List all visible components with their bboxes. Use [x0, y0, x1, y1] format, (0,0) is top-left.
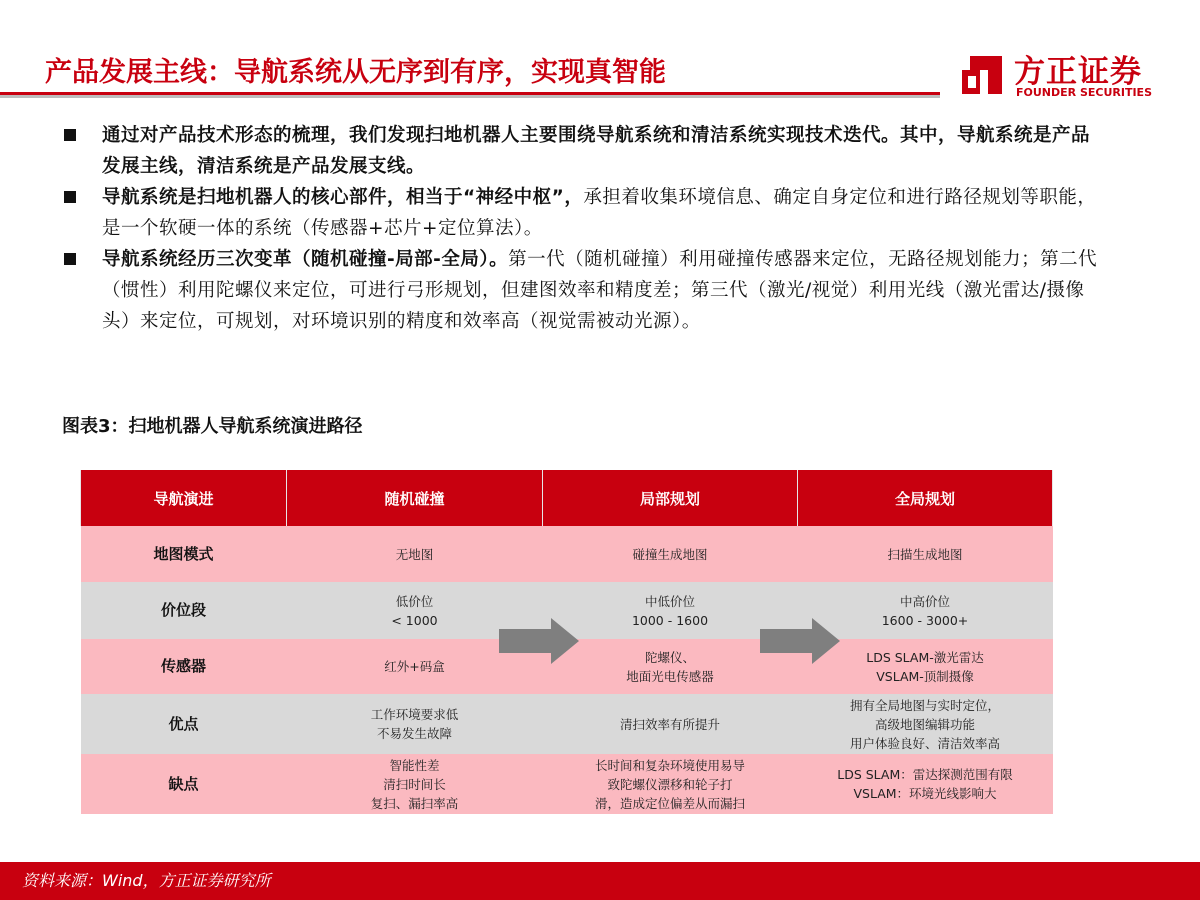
cell-line: 清扫时间长 [383, 776, 446, 792]
table-row [81, 526, 1053, 582]
cell-line: 智能性差 [389, 757, 440, 773]
bullet-item [60, 244, 1105, 337]
row-header-cell: 缺点 [81, 754, 287, 814]
bullet-bold-text: 导航系统经历三次变革（随机碰撞-局部-全局）。 [102, 249, 509, 270]
table-cell [543, 694, 798, 754]
founder-logo [958, 42, 1163, 102]
table-cell [798, 526, 1053, 582]
cell-line: 中低价位 [644, 593, 695, 609]
cell-line: 拥有全局地图与实时定位， [849, 697, 1000, 713]
square-bullet-icon [64, 253, 76, 265]
figure-title: 图表3：扫地机器人导航系统演进路径 [62, 416, 363, 437]
arrow-right-icon [760, 618, 840, 664]
bullet-text: 承担着收集环境信息、确定自身定位和进行路径规划等职能，是一个软硬一体的系统（传感器+芯片+定位算法）。 [102, 187, 1097, 239]
cell-line: LDS SLAM：雷达探测范围有限 [837, 767, 1013, 782]
cell-line: 长时间和复杂环境使用易导 [594, 757, 745, 773]
cell-line: 地面光电传感器 [626, 668, 714, 684]
cell-line: 高级地图编辑功能 [874, 716, 975, 732]
cell-line: 用户体验良好、清洁效率高 [849, 735, 1000, 751]
bullet-text: 第一代（随机碰撞）利用碰撞传感器来定位，无路径规划能力；第二代（惯性）利用陀螺仪来定位，可进行弓形规划，但建图效率和精度差；第三代（激光/视觉）利用光线（激光雷达/摄像头）来定位，可规划，对环境识别的精度和效率高（视觉需被动光源）。 [102, 249, 1098, 332]
table-cell [287, 754, 543, 814]
cell-line: VSLAM：环境光线影响大 [853, 786, 997, 801]
table-cell [543, 754, 798, 814]
logo-text-en: FOUNDER SECURITIES [1016, 86, 1152, 99]
row-header-cell: 价位段 [81, 582, 287, 639]
arrow-right-icon [499, 618, 579, 664]
cell-line: 低价位 [395, 593, 434, 609]
cell-line: 1600 - 3000+ [881, 612, 969, 628]
header-cell: 局部规划 [543, 470, 798, 526]
cell-line: 红外+码盒 [384, 659, 445, 674]
logo-text-cn: 方正证券 [1014, 54, 1142, 90]
cell-line: VSLAM-顶制摄像 [876, 668, 974, 684]
table-cell [287, 694, 543, 754]
cell-line: 复扫、漏扫率高 [370, 795, 459, 811]
cell-line: 清扫效率有所提升 [619, 716, 720, 732]
row-header-cell: 地图模式 [81, 526, 287, 582]
cell-line: 工作环境要求低 [370, 707, 459, 722]
square-bullet-icon [64, 191, 76, 203]
table-row [81, 754, 1053, 814]
source-note: 资料来源：Wind，方正证券研究所 [22, 871, 271, 890]
cell-line: 扫描生成地图 [887, 546, 963, 562]
table-row [81, 694, 1053, 754]
table-cell [798, 694, 1053, 754]
table-cell [543, 526, 798, 582]
bullet-bold-text: 导航系统是扫地机器人的核心部件，相当于“神经中枢”， [102, 187, 584, 208]
row-header-cell: 优点 [81, 694, 287, 754]
page-title: 产品发展主线：导航系统从无序到有序，实现真智能 [45, 57, 666, 88]
bullet-item [60, 182, 1105, 244]
row-header-cell: 传感器 [81, 639, 287, 694]
table-header-row [81, 470, 1053, 526]
header-cell: 导航演进 [81, 470, 287, 526]
founder-logo-icon [958, 50, 1008, 100]
cell-line: 致陀螺仪漂移和轮子打 [607, 776, 733, 792]
bullet-list [60, 120, 1105, 337]
cell-line: 碰撞生成地图 [632, 546, 708, 562]
bullet-bold-text: 通过对产品技术形态的梳理，我们发现扫地机器人主要围绕导航系统和清洁系统实现技术迭代。其中，导航系统是产品发展主线，清洁系统是产品发展支线。 [102, 125, 1091, 177]
table-cell [798, 754, 1053, 814]
cell-line: 陀螺仪、 [644, 649, 695, 665]
cell-line: < 1000 [391, 612, 438, 628]
cell-line: 1000 - 1600 [631, 612, 709, 628]
header-cell: 随机碰撞 [287, 470, 543, 526]
cell-line: 滑，造成定位偏差从而漏扫 [594, 795, 745, 811]
cell-line: 无地图 [395, 546, 434, 562]
bullet-item [60, 120, 1105, 182]
cell-line: 中高价位 [899, 593, 950, 609]
cell-line: 不易发生故障 [376, 726, 452, 741]
cell-line: LDS SLAM-激光雷达 [866, 649, 984, 665]
table-cell [287, 526, 543, 582]
title-divider [0, 92, 940, 98]
square-bullet-icon [64, 129, 76, 141]
header-cell: 全局规划 [798, 470, 1053, 526]
